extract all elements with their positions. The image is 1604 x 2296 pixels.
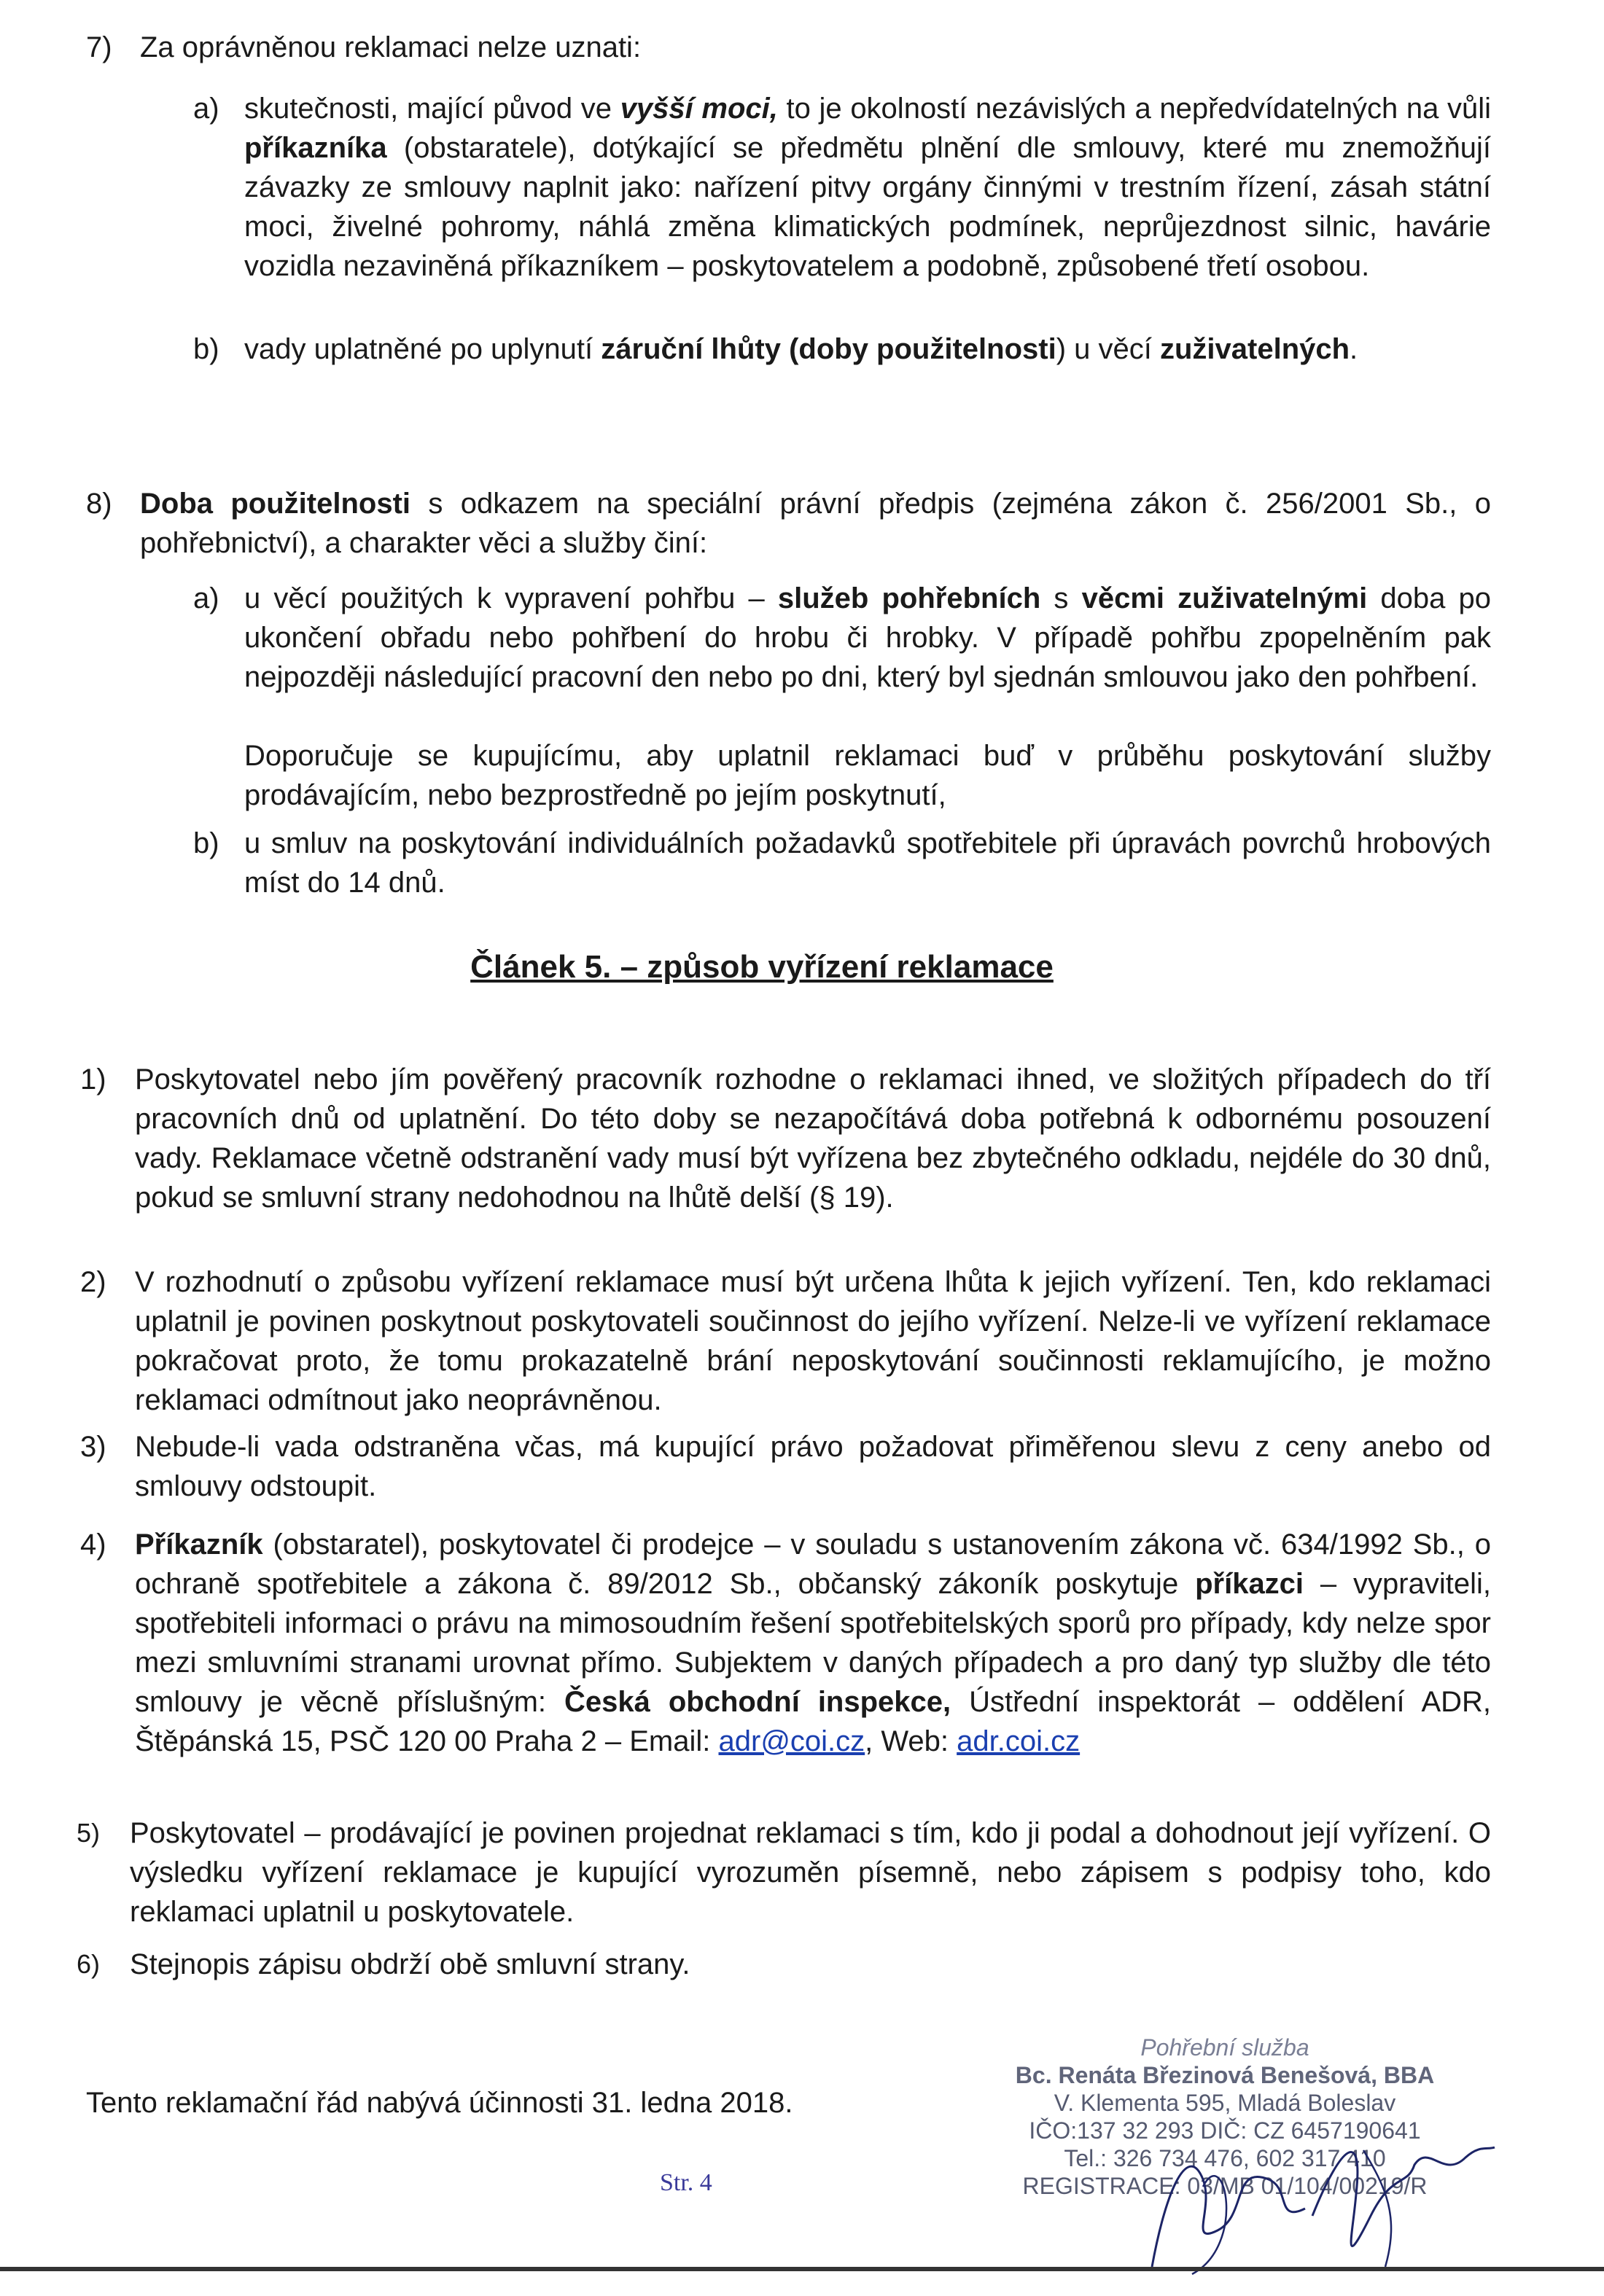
item-text: Poskytovatel – prodávající je povinen projednat reklamaci s tím, kdo ji podal a dohodnout její vyřízení. O výsledku vyřízení reklamace je kupující vyrozuměn písemně, nebo zápisem s podpisy toho, kdo reklamaci uplatnil u poskytovatele.	[130, 1817, 1491, 1928]
stamp-ids: IČO:137 32 293 DIČ: CZ 6457190641	[1029, 2117, 1421, 2144]
item-letter: a)	[193, 582, 219, 614]
email-link[interactable]: adr@coi.cz	[718, 1725, 865, 1757]
section-7b-text: vady uplatněné po uplynutí záruční lhůty (doby použitelnosti) u věcí zuživatelných.	[244, 333, 1358, 365]
page-number: Str. 4	[660, 2169, 712, 2196]
item-number: 4)	[80, 1528, 106, 1561]
item-text: Poskytovatel nebo jím pověřený pracovník rozhodne o reklamaci ihned, ve složitých případech do tří pracovních dnů od uplatnění. Do této doby se nezapočítává doba potřebná k odbornému posouzení vady. Reklamace včetně odstranění vady musí být vyřízena bez zbytečného odkladu, nejdéle do 30 dnů, pokud se smluvní strany nedohodnou na lhůtě delší (§ 19).	[135, 1063, 1491, 1214]
article-heading: Článek 5. – způsob vyřízení reklamace	[470, 949, 1054, 985]
item-text: V rozhodnutí o způsobu vyřízení reklamace musí být určena lhůta k jejich vyřízení. Ten, kdo reklamaci uplatnil je povinen poskytnout poskytovateli součinnost do jejího vyřízení. Nelze-li ve vyřízení reklamace pokračovat proto, že tomu prokazatelně brání neposkytování součinnosti reklamujícího, je možno reklamaci odmítnout jako neoprávněnou.	[135, 1266, 1491, 1416]
item-text: Příkazník (obstaratel), poskytovatel či prodejce – v souladu s ustanovením zákona vč. 634/1992 Sb., o ochraně spotřebitele a zákona č. 89/2012 Sb., občanský zákoník poskytuje příkazci – vypraviteli, spotřebiteli informaci o právu na mimosoudním řešení spotřebitelských sporů pro případy, kdy nelze spor mezi smluvními stranami urovnat přímo. Subjektem v daných případech a pro daný typ služby dle této smlouvy je věcně příslušným: Česká obchodní inspekce, Ústřední inspektorát – oddělení ADR, Štěpánská 15, PSČ 120 00 Praha 2 – Email: adr@coi.cz, Web: adr.coi.cz	[135, 1528, 1492, 1757]
web-link[interactable]: adr.coi.cz	[957, 1725, 1081, 1757]
item-number: 8)	[86, 488, 112, 520]
item-number: 5)	[77, 1818, 101, 1848]
stamp-registration: REGISTRACE: 03/MB 01/104/00219/R	[1022, 2173, 1428, 2199]
item-text: Nebude-li vada odstraněna včas, má kupující právo požadovat přiměřenou slevu z ceny anebo od smlouvy odstoupit.	[135, 1431, 1491, 1502]
stamp-name: Bc. Renáta Březinová Benešová, BBA	[1015, 2062, 1435, 2088]
effective-date-statement: Tento reklamační řád nabývá účinnosti 31. ledna 2018.	[86, 2087, 793, 2119]
item-number: 6)	[77, 1949, 101, 1979]
section-7a-text: skutečnosti, mající původ ve vyšší moci, to je okolností nezávislých a nepředvídatelných na vůli příkazníka (obstaratele), dotýkající se předmětu plnění dle smlouvy, které mu znemožňují závazky ze smlouvy naplnit jako: nařízení pitvy orgány činnými v trestním řízení, zásah státní moci, živelné pohromy, náhlá změna klimatických podmínek, neprůjezdnost silnic, havárie vozidla nezaviněná příkazníkem – poskytovatelem a podobně, způsobené třetí osobou.	[244, 93, 1492, 282]
item-letter: a)	[193, 93, 219, 125]
section-8-text: Doba použitelnosti s odkazem na speciální právní předpis (zejména zákon č. 256/2001 Sb., o pohřebnictví), a charakter věci a služby činí:	[140, 488, 1491, 559]
section-8b-text: u smluv na poskytování individuálních požadavků spotřebitele při úpravách povrchů hrobových míst do 14 dnů.	[244, 827, 1491, 899]
item-number: 3)	[80, 1431, 106, 1463]
item-number: 2)	[80, 1266, 106, 1298]
stamp-title: Pohřební služba	[1140, 2034, 1309, 2061]
stamp-phone: Tel.: 326 734 476, 602 317 410	[1064, 2145, 1386, 2171]
section-7-text: Za oprávněnou reklamaci nelze uznati:	[140, 31, 642, 63]
stamp-address: V. Klementa 595, Mladá Boleslav	[1054, 2090, 1396, 2116]
item-text: Stejnopis zápisu obdrží obě smluvní strany.	[130, 1948, 690, 1980]
item-letter: b)	[193, 333, 219, 365]
item-letter: b)	[193, 827, 219, 859]
signature-icon	[1123, 2099, 1502, 2289]
item-number: 1)	[80, 1063, 106, 1096]
item-number: 7)	[86, 31, 112, 63]
page-bottom-rule	[0, 2267, 1604, 2271]
section-8a-text: u věcí použitých k vypravení pohřbu – služeb pohřebních s věcmi zuživatelnými doba po ukončení obřadu nebo pohřbení do hrobu či hrobky. V případě pohřbu zpopelněním pak nejpozději následující pracovní den nebo po dni, který byl sjednán smlouvou jako den pohřbení.	[244, 582, 1492, 693]
section-8a-recommendation: Doporučuje se kupujícímu, aby uplatnil reklamaci buď v průběhu poskytování služby prodávajícím, nebo bezprostředně po jejím poskytnutí,	[244, 740, 1491, 811]
